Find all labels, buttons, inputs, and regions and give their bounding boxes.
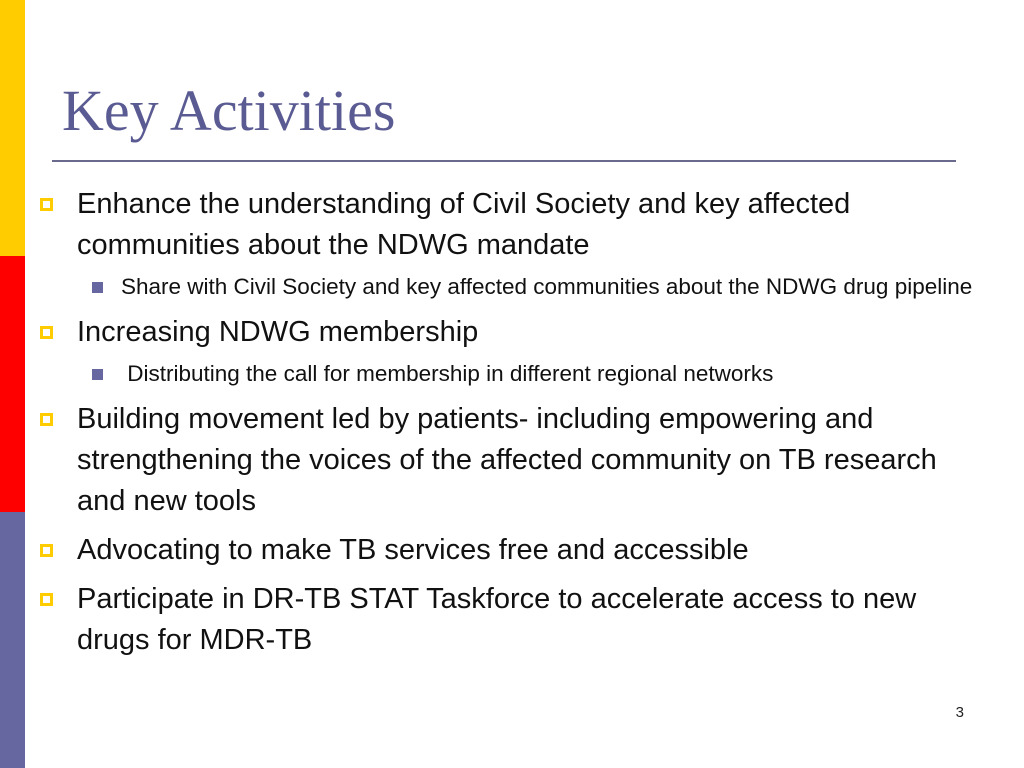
bullet-item bbox=[40, 579, 980, 661]
bullet-text: Building movement led by patients- including empowering and strengthening the voices of the affected community on TB research and new tools bbox=[77, 403, 937, 517]
bullet-item bbox=[40, 399, 980, 522]
filled-square-bullet-icon bbox=[92, 369, 103, 380]
bullet-text: Participate in DR-TB STAT Taskforce to accelerate access to new drugs for MDR-TB bbox=[77, 583, 917, 656]
sub-bullet-text: Share with Civil Society and key affected communities about the NDWG drug pipeline bbox=[121, 274, 973, 299]
sub-bullet-item bbox=[40, 357, 980, 391]
accent-stripe-blue bbox=[0, 512, 25, 768]
title-divider bbox=[52, 160, 956, 162]
bullet-text: Enhance the understanding of Civil Society and key affected communities about the NDWG mandate bbox=[77, 188, 851, 261]
square-bullet-icon bbox=[40, 413, 53, 426]
bullet-item bbox=[40, 312, 980, 353]
bullet-list bbox=[40, 184, 980, 661]
accent-stripe-yellow bbox=[0, 0, 25, 256]
slide-title: Key Activities bbox=[62, 78, 396, 143]
square-bullet-icon bbox=[40, 544, 53, 557]
bullet-item bbox=[40, 530, 980, 571]
square-bullet-icon bbox=[40, 198, 53, 211]
page-number: 3 bbox=[955, 704, 964, 721]
accent-stripe-red bbox=[0, 256, 25, 512]
bullet-item bbox=[40, 184, 980, 266]
square-bullet-icon bbox=[40, 593, 53, 606]
sub-bullet-text: Distributing the call for membership in different regional networks bbox=[121, 361, 774, 386]
bullet-text: Advocating to make TB services free and accessible bbox=[77, 534, 749, 566]
filled-square-bullet-icon bbox=[92, 282, 103, 293]
bullet-text: Increasing NDWG membership bbox=[77, 316, 479, 348]
square-bullet-icon bbox=[40, 326, 53, 339]
sub-bullet-item bbox=[40, 270, 980, 304]
